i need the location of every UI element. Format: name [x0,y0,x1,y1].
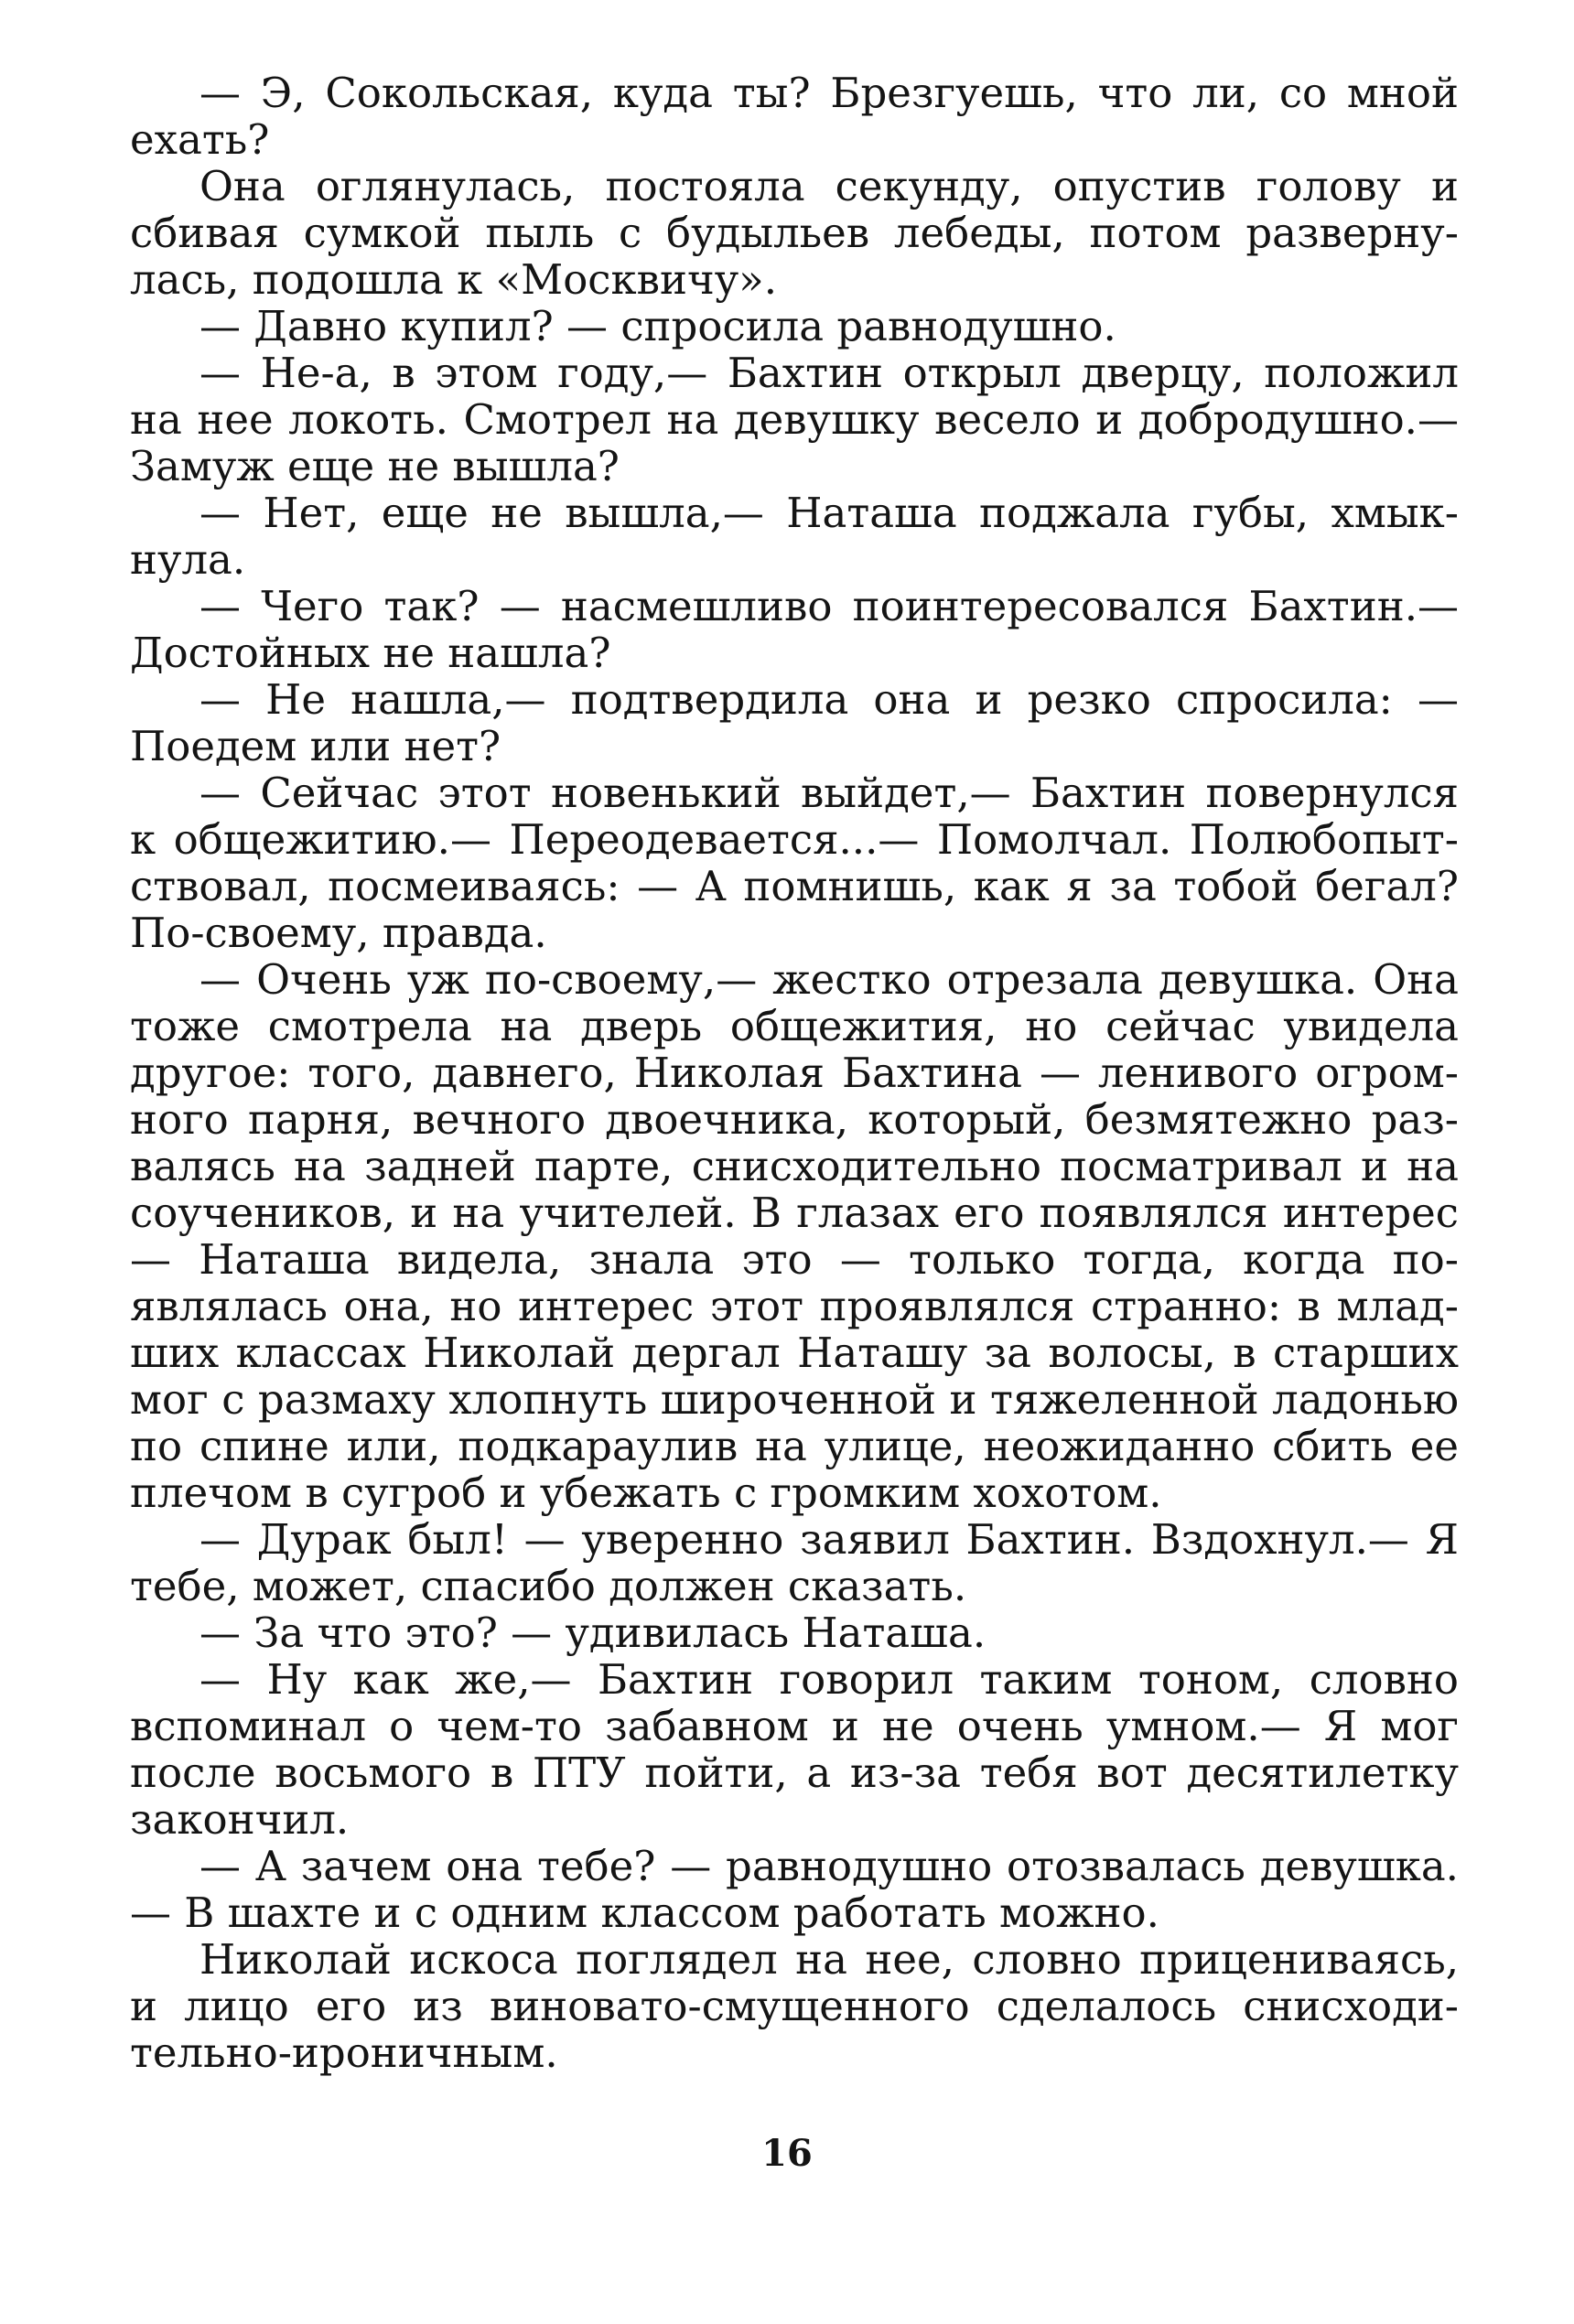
paragraph-14: Николай искоса поглядел на нее, словно прицениваясь, и лицо его из виновато-смущенного сделалось снисходительно-ироничным. [130,1935,1459,2077]
paragraph-11: — За что это? — удивилась Наташа. [199,1609,986,1657]
paragraph-3: — Давно купил? — спросила равнодушно. [199,302,1116,350]
paragraph-4: — Не-а, в этом году,— Бахтин открыл дверцу, положил на нее локоть. Смотрел на девушку весело и добродушно.— Замуж еще не вышла? [130,349,1459,490]
paragraph-7: — Не нашла,— подтвердила она и резко спросила: — Поедем или нет? [130,675,1459,770]
paragraph-9: — Очень уж по-своему,— жестко отрезала девушка. Она тоже смотрела на дверь общежития, но сейчас увидела другое: того, давнего, Николая Бахтина — ленивого огромного парня, вечного двоечника, который, безмятежно развалясь на задней парте, снисходительно посматривал и на соучеников, и на учителей. В глазах его появлялся интерес — Наташа видела, знала это — только тогда, когда появлялась она, но интерес этот проявлялся странно: в младших классах Николай дергал Наташу за волосы, в старших мог с размаху хлопнуть широченной и тяжеленной ладонью по спине или, подкараулив на улице, неожиданно сбить ее плечом в сугроб и убежать с громким хохотом. [130,955,1459,1517]
book-page-text [130,70,1459,2076]
paragraph-2: Она оглянулась, постояла секунду, опустив голову и сбивая сумкой пыль с будыльев лебеды, потом развернулась, подошла к «Москвичу». [130,162,1459,304]
paragraph-6: — Чего так? — насмешливо поинтересовался Бахтин.— Достойных не нашла? [130,582,1459,677]
page-number: 16 [761,2132,813,2175]
paragraph-12: — Ну как же,— Бахтин говорил таким тоном, словно вспоминал о чем-то забавном и не очень умном.— Я мог после восьмого в ПТУ пойти, а из-за тебя вот десятилетку закончил. [130,1655,1459,1844]
paragraph-10: — Дурак был! — уверенно заявил Бахтин. Вздохнул.— Я тебе, может, спасибо должен сказать. [130,1515,1459,1610]
paragraph-8: — Сейчас этот новенький выйдет,— Бахтин повернулся к общежитию.— Переодевается...— Помолчал. Полюбопытствовал, посмеиваясь: — А помнишь, как я за тобой бегал? По-своему, правда. [130,769,1459,957]
paragraph-5: — Нет, еще не вышла,— Наташа поджала губы, хмыкнула. [130,489,1459,584]
paragraph-13: — А зачем она тебе? — равнодушно отозвалась девушка.— В шахте и с одним классом работать можно. [130,1842,1459,1937]
paragraph-1: — Э, Сокольская, куда ты? Брезгуешь, что ли, со мной ехать? [130,69,1459,164]
